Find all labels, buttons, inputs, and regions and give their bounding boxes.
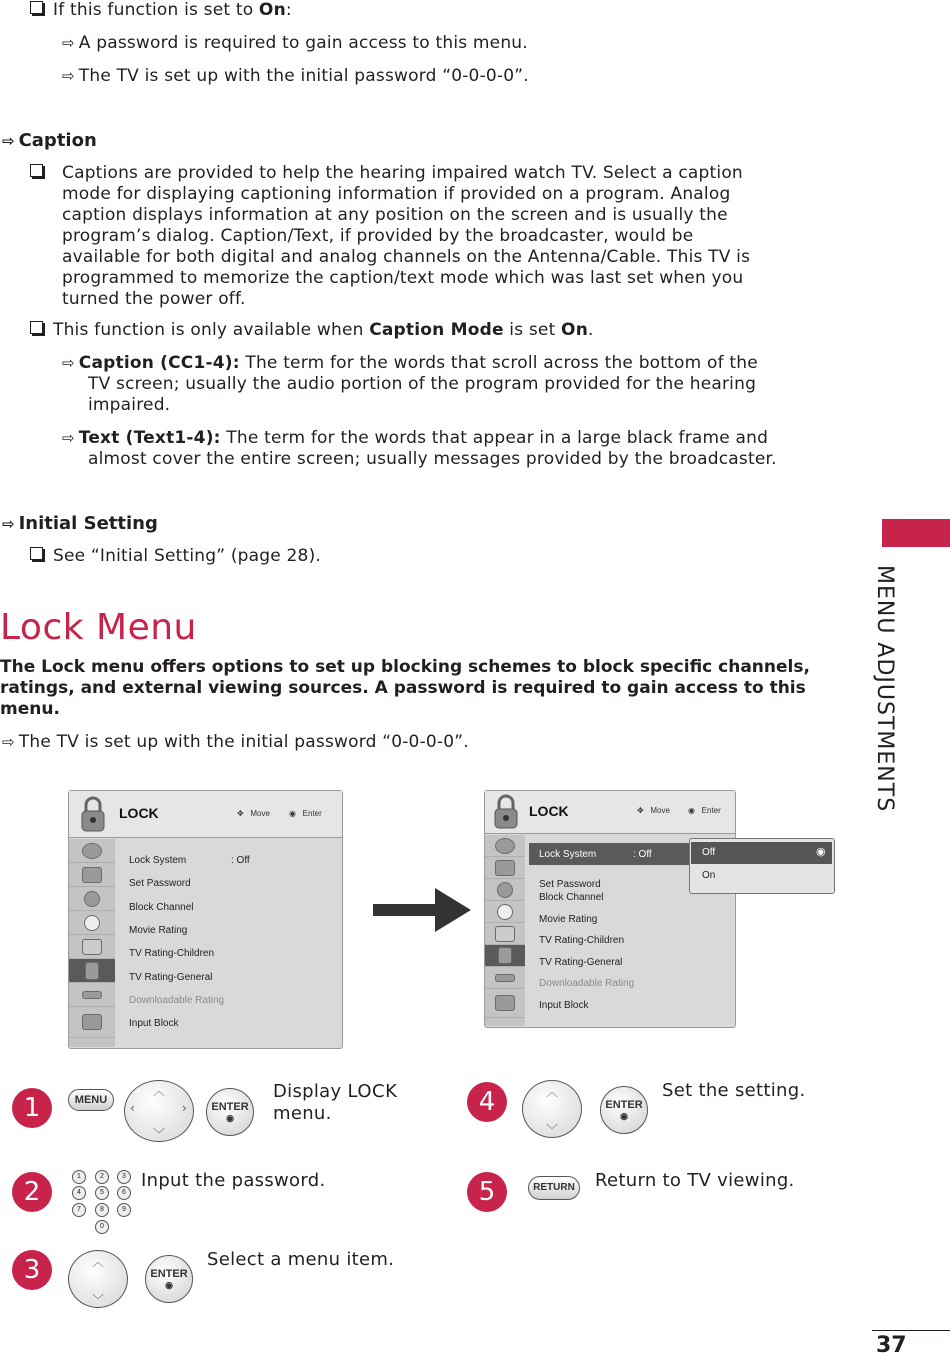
chevron-up-icon[interactable]: ︿ [92, 1255, 105, 1269]
checkbox-bullet-icon [30, 321, 43, 334]
key-9[interactable]: 9 [117, 1203, 131, 1217]
key-0[interactable]: 0 [95, 1220, 109, 1234]
enter-button[interactable]: ENTER ◉ [600, 1086, 648, 1134]
step-4-text: Set the setting. [662, 1080, 806, 1101]
dpad[interactable] [124, 1080, 194, 1142]
menu-item-downloadable-rating: Downloadable Rating [129, 995, 225, 1006]
right-arrow-icon [373, 888, 473, 932]
initial-setting-heading: ⇨ Initial Setting [2, 513, 158, 534]
menu-title: LOCK [529, 803, 569, 819]
return-button[interactable]: RETURN [528, 1176, 580, 1200]
chevron-down-icon[interactable]: ﹀ [153, 1127, 166, 1141]
usb-category-icon[interactable] [69, 1007, 115, 1038]
audio-category-icon[interactable] [69, 887, 115, 911]
caption-cc-item: ⇨ Caption (CC1-4): The term for the words that scroll across the bottom of the TV screen; usually the audio portion of the program provided for the hearing impaired. [62, 353, 758, 415]
checkbox-bullet-icon [30, 1, 43, 14]
step-5-badge: 5 [467, 1172, 507, 1212]
top-sub-line: ⇨ The TV is set up with the initial password “0-0-0-0”. [62, 66, 529, 86]
key-8[interactable]: 8 [95, 1203, 109, 1217]
page-rule [872, 1330, 950, 1331]
usb-category-icon[interactable] [485, 989, 525, 1018]
key-4[interactable]: 4 [72, 1186, 86, 1200]
key-5[interactable]: 5 [95, 1186, 109, 1200]
chevron-down-icon[interactable]: ﹀ [546, 1123, 559, 1137]
menu-button[interactable]: MENU [68, 1089, 114, 1111]
step-3-badge: 3 [12, 1250, 52, 1290]
menu-item-input-block[interactable]: Input Block [539, 1000, 589, 1011]
menu-item-tv-rating-general[interactable]: TV Rating-General [129, 972, 213, 983]
up-down-buttons[interactable] [522, 1080, 582, 1138]
menu-title: LOCK [119, 805, 159, 821]
lock-system-value: : Off [633, 849, 652, 860]
move-hint: ✥ Move [237, 809, 270, 818]
top-bullet: If this function is set to On: [30, 0, 292, 21]
key-2[interactable]: 2 [95, 1170, 109, 1184]
lock-category-icon[interactable] [69, 959, 115, 983]
move-hint: ✥ Move [637, 806, 670, 815]
enter-button[interactable]: ENTER ◉ [145, 1255, 193, 1303]
caption-paragraph: Captions are provided to help the hearing impaired watch TV. Select a caption mode for displaying captioning information if provided on a program. Analog caption displays information at any position on the screen and is usually the program’s dialog. Caption/Text, if provided by the broadcaster, would be available for both digital and analog channels on the Antenna/Cable. This TV is programmed to memorize the caption/text mode which was last set when you turned the power off. [62, 163, 751, 309]
step-2-text: Input the password. [141, 1170, 326, 1191]
enter-button[interactable]: ENTER ◉ [206, 1088, 254, 1136]
enter-dot-icon: ◉ [688, 806, 695, 815]
menu-item-block-channel[interactable]: Block Channel [129, 902, 194, 913]
number-keypad [70, 1170, 132, 1234]
up-down-buttons[interactable] [68, 1250, 128, 1308]
checkbox-bullet-icon [30, 164, 43, 177]
chevron-down-icon[interactable]: ﹀ [92, 1293, 105, 1307]
step-5-text: Return to TV viewing. [595, 1170, 795, 1191]
menu-item-downloadable-rating: Downloadable Rating [539, 978, 635, 989]
initial-setting-line: See “Initial Setting” (page 28). [30, 546, 321, 567]
lock-category-icon[interactable] [485, 945, 525, 967]
screen-category-icon[interactable] [485, 857, 525, 879]
menu-item-lock-system[interactable]: Lock System [539, 849, 597, 860]
arrow-icon: ⇨ [62, 67, 75, 85]
menu-header [485, 791, 735, 834]
caption-bullet-1 [30, 163, 53, 184]
menu-header [69, 791, 342, 838]
input-category-icon[interactable] [485, 967, 525, 989]
time-category-icon[interactable] [69, 911, 115, 935]
menu-item-movie-rating[interactable]: Movie Rating [129, 925, 188, 936]
page-title: Lock Menu [0, 607, 197, 648]
step-1-badge: 1 [12, 1088, 52, 1128]
lock-note: ⇨ The TV is set up with the initial password “0-0-0-0”. [2, 732, 469, 752]
lock-menu-screenshot-left [68, 790, 343, 1049]
lock-intro: The Lock menu offers options to set up blocking schemes to block specific channels, ratings, and external viewing sources. A password is required to gain access to this menu. [0, 657, 810, 719]
option-off-label: Off [702, 847, 716, 858]
picture-category-icon[interactable] [485, 835, 525, 857]
chevron-right-icon[interactable]: › [182, 1101, 187, 1115]
caption-text-item: ⇨ Text (Text1-4): The term for the words that appear in a large black frame and almost cover the entire screen; usually messages provided by the broadcaster. [62, 428, 777, 469]
enter-dot-icon: ◉ [165, 1280, 173, 1290]
arrow-icon: ⇨ [62, 34, 75, 52]
picture-category-icon[interactable] [69, 839, 115, 863]
caption-bullet-2: This function is only available when Caption Mode is set On. [30, 320, 594, 341]
chevron-left-icon[interactable]: ‹ [130, 1101, 135, 1115]
audio-category-icon[interactable] [485, 879, 525, 901]
key-6[interactable]: 6 [117, 1186, 131, 1200]
menu-icon-column [69, 839, 115, 1047]
time-category-icon[interactable] [485, 901, 525, 923]
option-off[interactable] [691, 842, 832, 864]
option-category-icon[interactable] [69, 935, 115, 959]
menu-item-tv-rating-general[interactable]: TV Rating-General [539, 957, 623, 968]
arrow-icon: ⇨ [62, 354, 75, 372]
arrow-icon: ⇨ [2, 733, 15, 751]
enter-hint: ◉ Enter [688, 806, 721, 815]
enter-dot-icon: ◉ [289, 809, 296, 818]
option-category-icon[interactable] [485, 923, 525, 945]
lock-system-dropdown [689, 838, 835, 894]
menu-item-input-block[interactable]: Input Block [129, 1018, 179, 1029]
enter-dot-icon: ◉ [816, 846, 826, 858]
key-3[interactable]: 3 [117, 1170, 131, 1184]
arrow-icon: ⇨ [2, 132, 15, 150]
step-4-badge: 4 [467, 1082, 507, 1122]
key-1[interactable]: 1 [72, 1170, 86, 1184]
move-icon: ✥ [637, 806, 644, 815]
padlock-icon [79, 794, 107, 834]
menu-item-block-channel[interactable]: Block Channel [539, 892, 604, 903]
page-number: 37 [876, 1333, 907, 1358]
option-on[interactable]: On [702, 870, 716, 881]
arrow-icon: ⇨ [2, 515, 15, 533]
step-2-badge: 2 [12, 1172, 52, 1212]
input-category-icon[interactable] [69, 983, 115, 1007]
chevron-up-icon[interactable]: ︿ [546, 1085, 559, 1099]
step-3-text: Select a menu item. [207, 1249, 395, 1270]
enter-dot-icon: ◉ [620, 1111, 628, 1121]
section-tab [882, 519, 950, 547]
padlock-icon [493, 793, 519, 831]
move-icon: ✥ [237, 809, 244, 818]
step-1-text: Display LOCK menu. [273, 1081, 398, 1124]
lock-system-value: : Off [231, 855, 250, 866]
menu-icon-column [485, 835, 525, 1026]
caption-heading: ⇨ Caption [2, 130, 97, 151]
enter-dot-icon: ◉ [226, 1113, 234, 1123]
screen-category-icon[interactable] [69, 863, 115, 887]
menu-item-lock-system[interactable]: Lock System [129, 855, 187, 866]
menu-item-movie-rating[interactable]: Movie Rating [539, 914, 598, 925]
enter-hint: ◉ Enter [289, 809, 322, 818]
section-label: MENU ADJUSTMENTS [872, 565, 897, 813]
menu-item-tv-rating-children[interactable]: TV Rating-Children [539, 935, 625, 946]
top-sub-line: ⇨ A password is required to gain access to this menu. [62, 33, 528, 53]
key-7[interactable]: 7 [72, 1203, 86, 1217]
checkbox-bullet-icon [30, 547, 43, 560]
menu-item-set-password[interactable]: Set Password [539, 879, 601, 890]
arrow-icon: ⇨ [62, 429, 75, 447]
lock-menu-screenshot-right [484, 790, 736, 1028]
menu-item-set-password[interactable]: Set Password [129, 878, 191, 889]
chevron-up-icon[interactable]: ︿ [153, 1084, 166, 1098]
menu-item-tv-rating-children[interactable]: TV Rating-Children [129, 948, 215, 959]
